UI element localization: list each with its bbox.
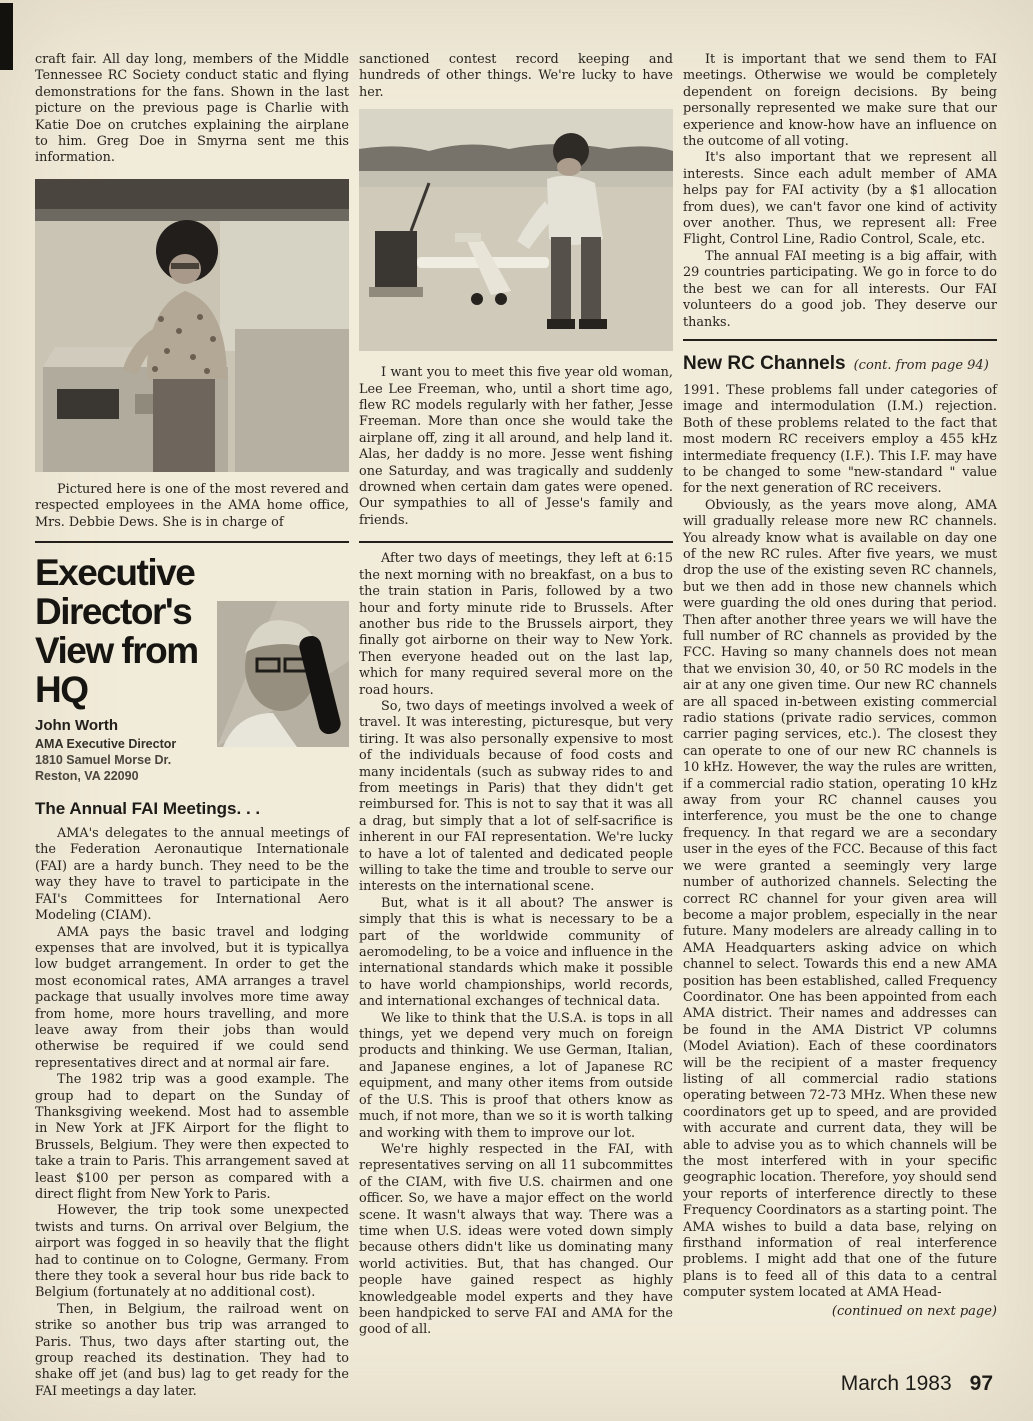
photo-lee-lee-freeman [359,109,673,351]
section-subhead: The Annual FAI Meetings. . . [35,799,261,819]
paragraph: AMA's delegates to the annual meetings of the Federation Aeronautique Internationale (FAI) are a hardy bunch. They need to be the way they have to travel to participate in the FAI's Committees for International Aero Modeling (CIAM). [35,826,349,924]
page-edge-mark [0,3,13,70]
section-title: New RC Channels [683,352,846,374]
column-left [35,52,349,1400]
paragraph: sanctioned contest record keeping and hundreds of other things. We're lucky to have her. [359,52,673,100]
continued-on-next-page-note: (continued on next page) [831,1303,997,1319]
paragraph: Obviously, as the years move along, AMA will gradually release more new RC channels. You already know what is available on day one of the new RC rules. After five years, we must drop the use of the existing seven RC channels, but we then add in those new channels which were guarding the old ones during that period. Then after another three years we will have the full number of RC channels as provided by the FCC. Having so many channels does not mean that we envision 30, 40, or 50 RC models in the air at any one given time. Our new RC channels are all spaced in-between existing commercial radio stations (private radio services, common carrier paging services, etc.). The closest they can operate to one of our new RC channels is 10 kHz. However, the way the rules are written, if a commercial radio station, operating 10 kHz away from your RC channel causes you interference, you must be the one to change frequency. In that regard we are a secondary user in the eyes of the FCC. Because of this fact we were granted a seemingly very large number of authorized channels. Selecting the correct RC channel for your given area will become a major problem, especially in the near future. Many modelers are already calling in to AMA Headquarters asking advice on which channel to select. Towards this end a new AMA position has been established, called Frequency Coordinator. One has been appointed from each AMA district. Their names and addresses can be found in the AMA District VP columns (Model Aviation). Each of these coordinators will be the recipient of a master frequency listing of all commercial radio stations operating between 72-73 MHz. When these new coordinators get up to speed, and are provided with accurate and current data, they will be able to advise you as to which channels will be the most interfered with in your specific geographic location. Therefore, yoy should send your reports of interference directly to these Frequency Coordinators as a starting point. The AMA wishes to build a data base, relying on firsthand information of real interference problems. I might add that one of the future plans is to feed all of this data to a central computer system located at AMA Head- [683,497,997,1301]
headline-line: View from [35,630,198,672]
paragraph: It's also important that we represent all interests. Since each adult member of AMA helps pay for FAI activity (by a $1 allocation from dues), we can't favor one kind of activity over another. Thus, we represent all: Free Flight, Control Line, Radio Control, Scale, etc. [683,150,997,248]
paragraph: Then, in Belgium, the railroad went on strike so another bus trip was arranged to Paris. Thus, two days after starting out, the group reached its destination. They had to shake off jet (and bus) lag to get ready for the FAI meetings a day later. [35,1301,349,1399]
headline-line: HQ [35,669,88,711]
author-address-line1: 1810 Samuel Morse Dr. [35,753,172,768]
section-continuation-note: (cont. from page 94) [853,357,989,373]
paragraph: However, the trip took some unexpected twists and turns. On arrival over Belgium, the airport was fogged in so heavily that the flight had to continue on to Cologne, Germany. From there they took a several hour bus ride back to Belgium (fortunately at no additional cost). [35,1203,349,1301]
paragraph: The annual FAI meeting is a big affair, with 29 countries participating. We go in force to do the best we can for all interests. Our FAI volunteers do a good job. They deserve our thanks. [683,248,997,330]
photo-caption: Pictured here is one of the most revered and respected employees in the AMA home office, Mrs. Debbie Dews. She is in charge of [35,481,349,530]
paragraph: AMA pays the basic travel and lodging expenses that are involved, but it is typicallya low budget arrangement. In order to get the most economical rates, AMA arranges a travel package that usually involves more time away from home, more hours travelling, and more leave away from their jobs than would otherwise be required if we could send representatives direct and at normal air fare. [35,924,349,1071]
article-headline [35,553,235,709]
paragraph: 1991. These problems fall under categories of image and intermodulation (I.M.) rejection. Both of these problems related to the fact that most modern RC receivers employ a 455 kHz intermediate frequency (I.F.). This I.F. may have to be changed to some "new-standard " value for the next generation of RC receivers. [683,382,997,497]
page-number: 97 [969,1372,993,1395]
photo-john-worth [217,601,349,751]
paragraph: The 1982 trip was a good example. The group had to depart on the Sunday of Thanksgiving weekend. Most had to assemble in New York at JFK Airport for the flight to Brussels, Belgium. They were then expected to take a train to Paris. This arrangement saved at least $100 per person as compared with a direct flight from New York to Paris. [35,1072,349,1202]
paragraph: So, two days of meetings involved a week of travel. It was interesting, picturesque, but very tiring. It was also personally expensive to most of the individuals because of food costs and many incidentals (such as subway rides to and from meetings in Paris) that they didn't get reimbursed for. This is not to say that it was all a drag, but simply that a lot of self-sacrifice is inherent in our FAI representation. We're lucky to have a lot of talented and dedicated people willing to take the time and trouble to serve our interests on the international scene. [359,698,673,895]
issue-date: March 1983 [840,1372,952,1395]
section-divider [359,541,673,543]
paragraph: It is important that we send them to FAI meetings. Otherwise we would be completely dependent on foreign decisions. By being personally represented we make sure that our experience and know-how have an influence on the outcome of all voting. [683,52,997,150]
section-divider [35,541,349,543]
author-title: AMA Executive Director [35,737,177,752]
paragraph: I want you to meet this five year old woman, Lee Lee Freeman, who, until a short time ago, flew RC models regularly with her father, Jesse Freeman. More than once she would take the airplane off, zing it all around, and help land it. Alas, her daddy is no more. Jesse went fishing one Saturday, and was tragically and suddenly drowned when certain dam gates were opened. Our sympathies to all of Jesse's family and friends. [359,365,673,528]
paragraph: craft fair. All day long, members of the Middle Tennessee RC Society conduct static and flying demonstrations for the fans. Shown in the last picture on the previous page is Charlie with Katie Doe on crutches explaining the airplane to him. Greg Doe in Smyrna sent me this information. [35,52,349,166]
headline-block [35,553,349,783]
section-heading [683,353,997,375]
paragraph: But, what is it all about? The answer is simply that this is what is necessary to be a part of the worldwide community of aeromodeling, to be a voice and influence in the international standards which make it possible to have world championships, world records, and international exchanges of technical data. [359,895,673,1010]
author-address-line2: Reston, VA 22090 [35,769,139,784]
page-footer [841,1372,993,1396]
column-right [683,52,997,1319]
photo-debbie-dews [35,179,349,472]
headline-line: Executive Director's [35,552,195,633]
column-middle [359,52,673,1339]
section-divider [683,339,997,341]
paragraph: We like to think that the U.S.A. is tops in all things, yet we depend very much on foreign products and thinking. We use German, Italian, and Japanese engines, a lot of Japanese RC equipment, and many other items from outside of the U.S. This is proof that others know as much, if not more, than we so it is worth talking and working with them to improve our lot. [359,1010,673,1141]
paragraph: After two days of meetings, they left at 6:15 the next morning with no breakfast, on a bus to the train station in Paris, followed by a two hour and forty minute ride to Brussels. After another bus ride to the Brussels airport, they finally got airborne on their way to New York. Then everyone headed out on the last lap, which for many required several more on the road hours. [359,551,673,698]
paragraph: We're highly respected in the FAI, with representatives serving on all 11 subcommittes of the CIAM, with five U.S. chairmen and one officer. So, we have a major effect on the world scene. It wasn't always that way. There was a time when U.S. ideas were voted down simply because others didn't like us dominating many world activities. But, that has changed. Our people have gained respect as highly knowledgeable model experts and they have been handpicked to serve FAI and AMA for the good of all. [359,1141,673,1338]
author-name: John Worth [35,717,119,735]
